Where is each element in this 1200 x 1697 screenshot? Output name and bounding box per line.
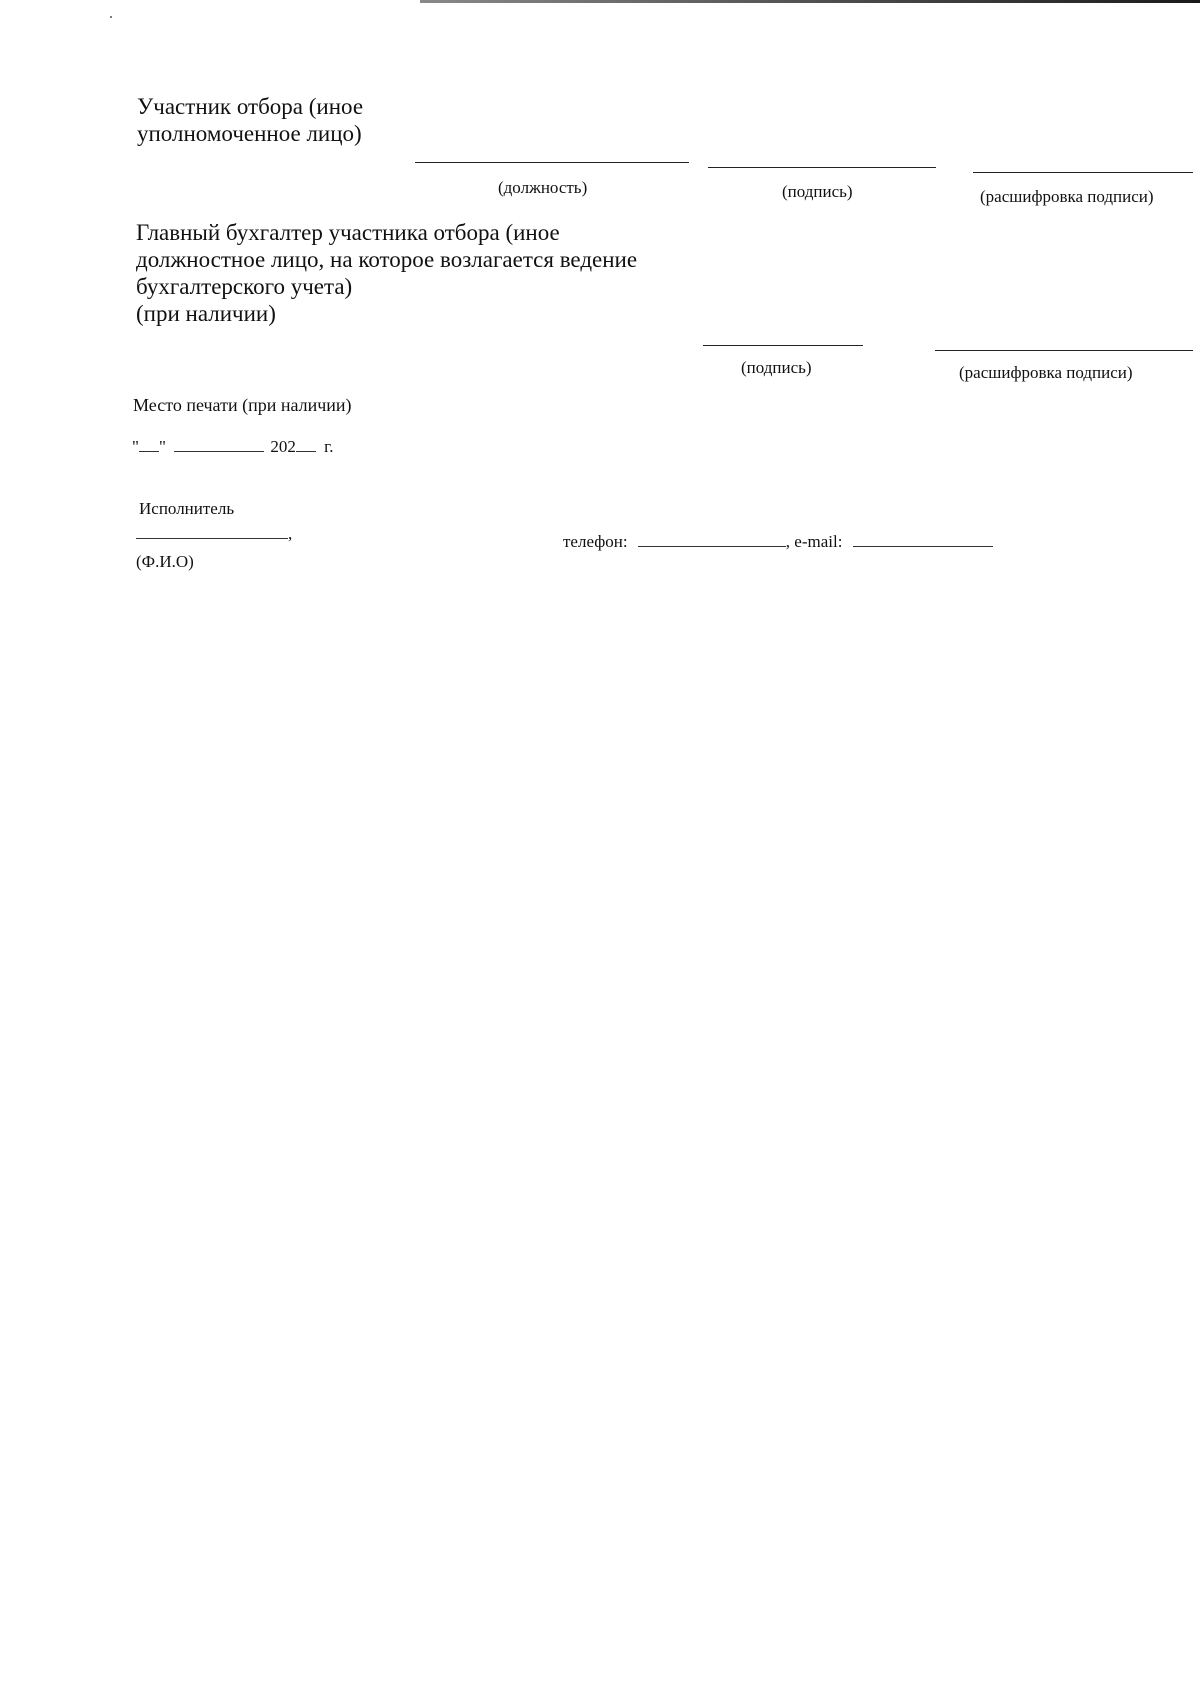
executor-name-row — [136, 524, 292, 544]
accountant-decoding-line[interactable] — [935, 350, 1193, 351]
participant-signature-caption: (подпись) — [782, 182, 853, 201]
accountant-label-line2: должностное лицо, на которое возлагается ведение — [136, 247, 638, 272]
accountant-signature-caption: (подпись) — [741, 358, 812, 377]
date-day-field[interactable] — [139, 437, 159, 452]
scan-speck — [110, 16, 112, 18]
accountant-label-line4: (при наличии) — [136, 301, 276, 326]
executor-name-field[interactable] — [136, 524, 288, 539]
email-field[interactable] — [853, 532, 993, 547]
date-quote-close: " — [158, 437, 166, 456]
participant-position-caption: (должность) — [498, 178, 588, 197]
email-label: , e-mail: — [785, 532, 843, 551]
participant-decoding-line[interactable] — [973, 172, 1193, 173]
phone-field[interactable] — [638, 532, 786, 547]
executor-comma: , — [288, 524, 293, 543]
accountant-label-line1: Главный бухгалтер участника отбора (иное — [136, 220, 560, 245]
executor-fio-caption: (Ф.И.О) — [136, 552, 194, 571]
accountant-signature-line[interactable] — [703, 345, 863, 346]
phone-label: телефон: — [563, 532, 628, 551]
date-year-field[interactable] — [296, 437, 316, 452]
participant-label-line2: уполномоченное лицо) — [137, 121, 362, 146]
date-month-field[interactable] — [174, 437, 264, 452]
executor-contacts-row — [563, 532, 993, 552]
participant-decoding-caption: (расшифровка подписи) — [980, 187, 1154, 206]
participant-label — [137, 93, 363, 147]
date-quote-open: " — [132, 437, 139, 456]
executor-label: Исполнитель — [139, 499, 235, 518]
participant-label-line1: Участник отбора (иное — [137, 94, 364, 119]
participant-signature-line[interactable] — [708, 167, 936, 168]
accountant-label — [136, 219, 637, 327]
participant-position-line[interactable] — [415, 162, 689, 163]
scan-top-edge — [420, 0, 1200, 3]
accountant-decoding-caption: (расшифровка подписи) — [959, 363, 1133, 382]
date-year-suffix: г. — [324, 437, 334, 456]
stamp-label: Место печати (при наличии) — [133, 395, 352, 415]
date-year-prefix: 202 — [270, 437, 296, 456]
accountant-label-line3: бухгалтерского учета) — [136, 274, 353, 299]
date-row — [132, 437, 333, 457]
